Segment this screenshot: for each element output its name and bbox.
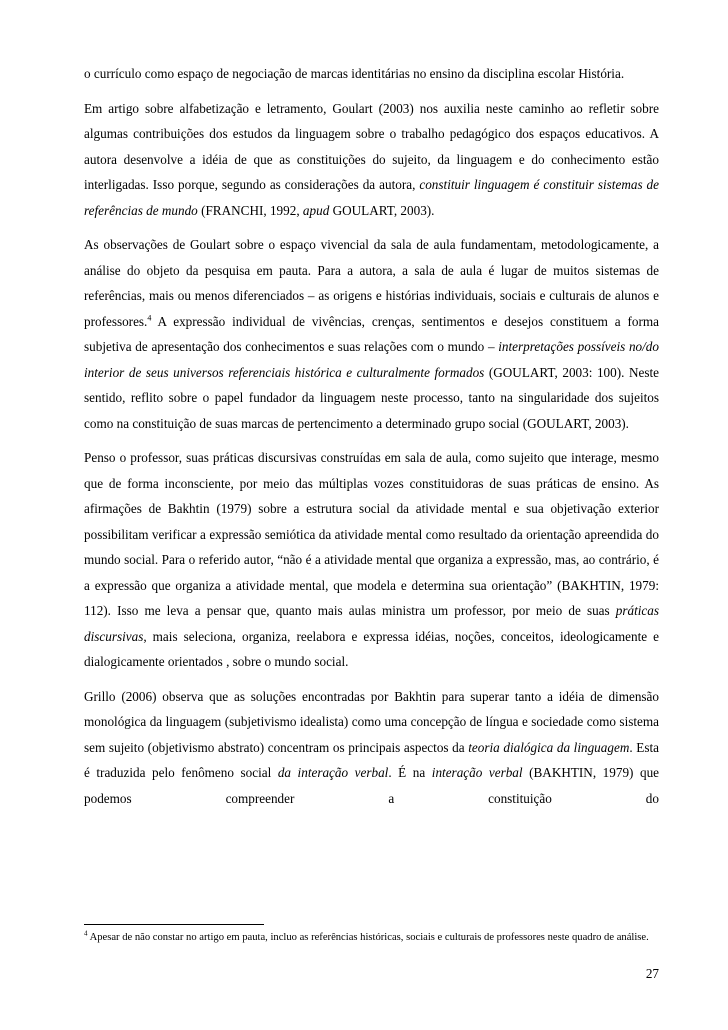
text-run: A expressão individual de vivências, crenças, sentimentos e desejos constituem a forma subjetiva de apresentação dos conhecimentos e suas relações com o mundo – — [84, 313, 659, 354]
italic-run: interação verbal — [431, 765, 523, 780]
text-run: Em artigo sobre alfabetização e letramento, Goulart (2003) nos auxilia neste caminho ao refletir sobre algumas contribuições dos estudos da linguagem sobre o trabalho pedagógico dos espaços educativos. A autora desenvolve a idéia de que as constituições do sujeito, da linguagem e do conhecimento estão interligadas. Isso porque, segundo as considerações da autora, — [84, 100, 659, 192]
text-run: GOULART, 2003). — [329, 202, 435, 218]
text-run: As observações de Goulart sobre o espaço vivencial da sala de aula fundamentam, metodologicamente, a análise do objeto da pesquisa em pauta. Para a autora, a sala de aula é lugar de muitos sistemas de referências, mais ou menos diferenciados – as origens e histórias individuais, sociais e culturais de alunos e professores. — [84, 237, 659, 329]
page-number: 27 — [645, 966, 659, 981]
text-run: Penso o professor, suas práticas discursivas construídas em sala de aula, como sujeito que interage, mesmo que de forma inconsciente, por meio das múltiplas vozes constituidoras de suas práticas de ensino. As afirmações de Bakhtin (1979) sobre a estrutura social da atividade mental e sua objetivação exterior possibilitam verificar a expressão semiótica da atividade mental como resultado da orientação apreendida do mundo social. Para o referido autor, “não é a atividade mental que organiza a expressão, mas, ao contrário, é a expressão que organiza a atividade mental, que modela e determina sua orientação” (BAKHTIN, 1979: 112). Isso me leva a pensar que, quanto mais aulas ministra um professor, por meio de suas — [84, 450, 659, 618]
text-run: (FRANCHI, 1992, — [197, 202, 303, 218]
text-run: (GOULART, 2003: 100). Neste sentido, reflito sobre o papel fundador da linguagem neste processo, tanto na singularidade dos sujeitos como na constituição de suas marcas de pertencimento a determinado grupo social (GOULART, 2003). — [84, 364, 660, 431]
text-run: . Esta é traduzida pelo fenômeno social — [84, 739, 659, 780]
text-run: , mais seleciona, organiza, reelabora e expressa idéias, noções, conceitos, ideologicamente e dialogicamente orientados , sobre o mundo social. — [84, 628, 659, 669]
text-run: Grillo (2006) observa que as soluções encontradas por Bakhtin para superar tanto a idéia de dimensão monológica da linguagem (subjetivismo idealista) como uma concepção de língua e sociedade como sistema sem sujeito (objetivismo abstrato) concentram os principais aspectos da — [84, 688, 659, 755]
footnote-marker: 4 — [84, 929, 88, 938]
paragraph — [84, 232, 659, 436]
footnote-separator — [84, 924, 264, 925]
footnote — [84, 931, 659, 946]
italic-run: teoria dialógica da linguagem — [468, 739, 630, 755]
paragraph — [84, 684, 659, 812]
italic-run: constituir linguagem é constituir sistemas de referências de mundo — [84, 177, 659, 218]
paragraph — [84, 61, 659, 87]
footnote-reference: 4 — [147, 313, 152, 323]
italic-run: da interação verbal — [277, 765, 389, 780]
footnote-text: Apesar de não constar no artigo em pauta, incluo as referências históricas, sociais e culturais de professores neste quadro de análise. — [87, 932, 649, 943]
italic-run: práticas discursivas — [84, 603, 659, 644]
text-run: o currículo como espaço de negociação de marcas identitárias no ensino da disciplina escolar História. — [84, 66, 625, 81]
italic-run: interpretações possíveis no/do interior de seus universos referenciais histórica e culturalmente formados — [84, 339, 659, 380]
text-run: . É na — [388, 765, 432, 780]
paragraph — [84, 96, 659, 224]
text-run: (BAKHTIN, 1979) que podemos compreender a constituição do — [84, 765, 660, 806]
body-text — [84, 61, 659, 811]
paragraph — [84, 445, 659, 675]
italic-run: apud — [302, 202, 330, 218]
